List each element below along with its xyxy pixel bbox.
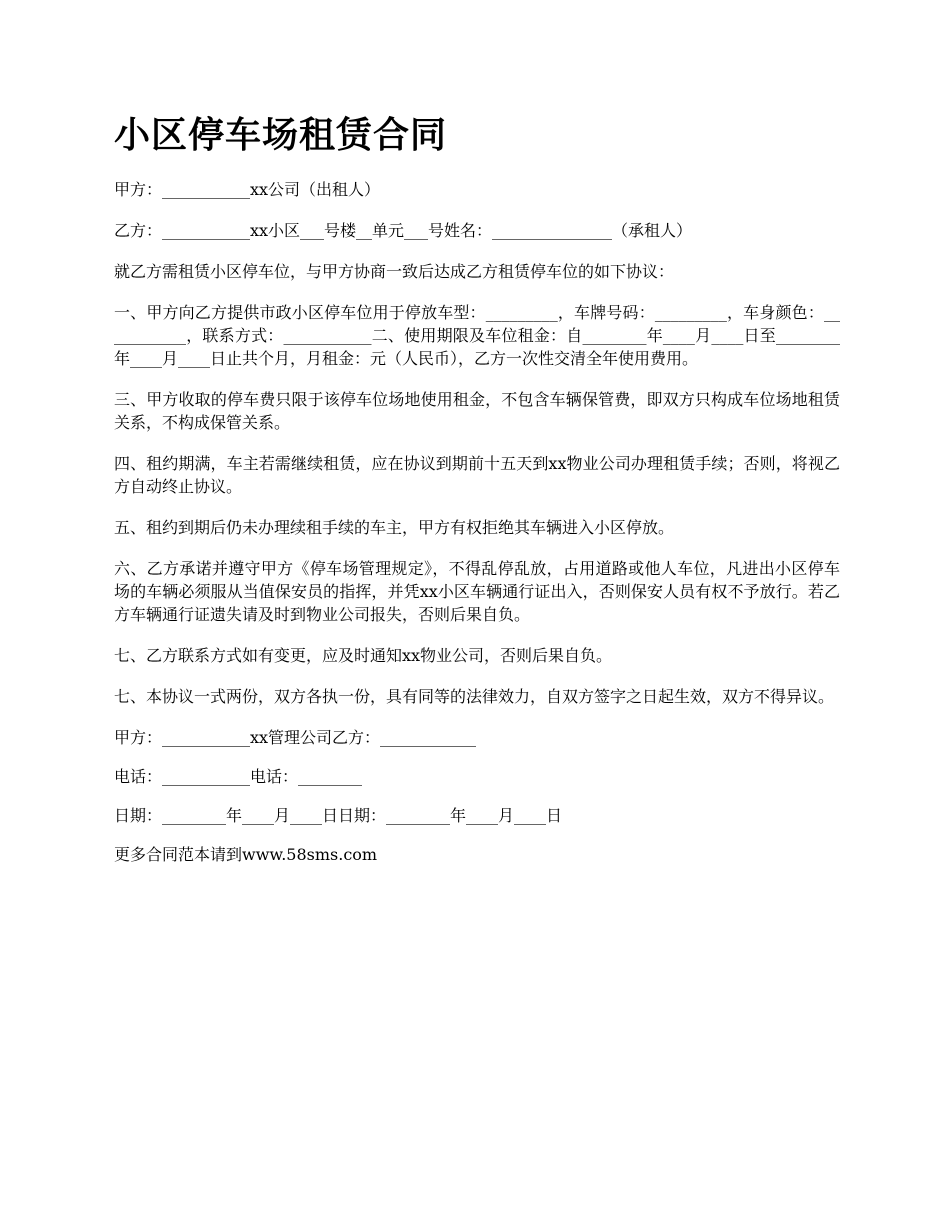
phone-line: 电话：___________电话：________ — [114, 767, 363, 786]
party-b-line: 乙方：___________xx小区___号楼__单元___号姓名：_______________（承租人） — [114, 221, 693, 240]
document-page — [114, 112, 840, 882]
document-title: 小区停车场租赁合同 — [114, 115, 448, 156]
clause-7b-paragraph: 七、本协议一式两份，双方各执一份，具有同等的法律效力，自双方签字之日起生效，双方不得异议。 — [114, 687, 835, 706]
clause-5-paragraph: 五、租约到期后仍未办理续租手续的车主，甲方有权拒绝其车辆进入小区停放。 — [114, 518, 675, 537]
clause-7a-paragraph: 七、乙方联系方式如有变更，应及时通知xx物业公司，否则后果自负。 — [114, 646, 613, 665]
clause-3-paragraph: 三、甲方收取的停车费只限于该停车位场地使用租金，不包含车辆保管费，即双方只构成车位场地租赁关系，不构成保管关系。 — [114, 390, 840, 432]
party-a-line: 甲方：___________xx公司（出租人） — [114, 180, 381, 199]
clause-1-2-paragraph: 一、甲方向乙方提供市政小区停车位用于停放车型：_________，车牌号码：_________，车身颜色：___________，联系方式：___________二、使用期限及车位租金：自________年____月____日至________年____月____日止共个月，月租金：元（人民币），乙方一次性交清全年使用费用。 — [114, 303, 840, 368]
preamble-paragraph: 就乙方需租赁小区停车位，与甲方协商一致后达成乙方租赁停车位的如下协议： — [114, 262, 675, 281]
signature-line: 甲方：___________xx管理公司乙方：____________ — [114, 728, 477, 747]
date-line: 日期：________年____月____日日期：________年____月____日 — [114, 806, 563, 825]
clause-4-paragraph: 四、租约期满，车主若需继续租赁，应在协议到期前十五天到xx物业公司办理租赁手续；否则，将视乙方自动终止协议。 — [114, 454, 840, 496]
clause-6-paragraph: 六、乙方承诺并遵守甲方《停车场管理规定》，不得乱停乱放，占用道路或他人车位，凡进出小区停车场的车辆必须服从当值保安员的指挥，并凭xx小区车辆通行证出入，否则保安人员有权不予放行。若乙方车辆通行证遗失请及时到物业公司报失，否则后果自负。 — [114, 559, 840, 624]
footer-link-text: 更多合同范本请到www.58sms.com — [114, 845, 378, 864]
